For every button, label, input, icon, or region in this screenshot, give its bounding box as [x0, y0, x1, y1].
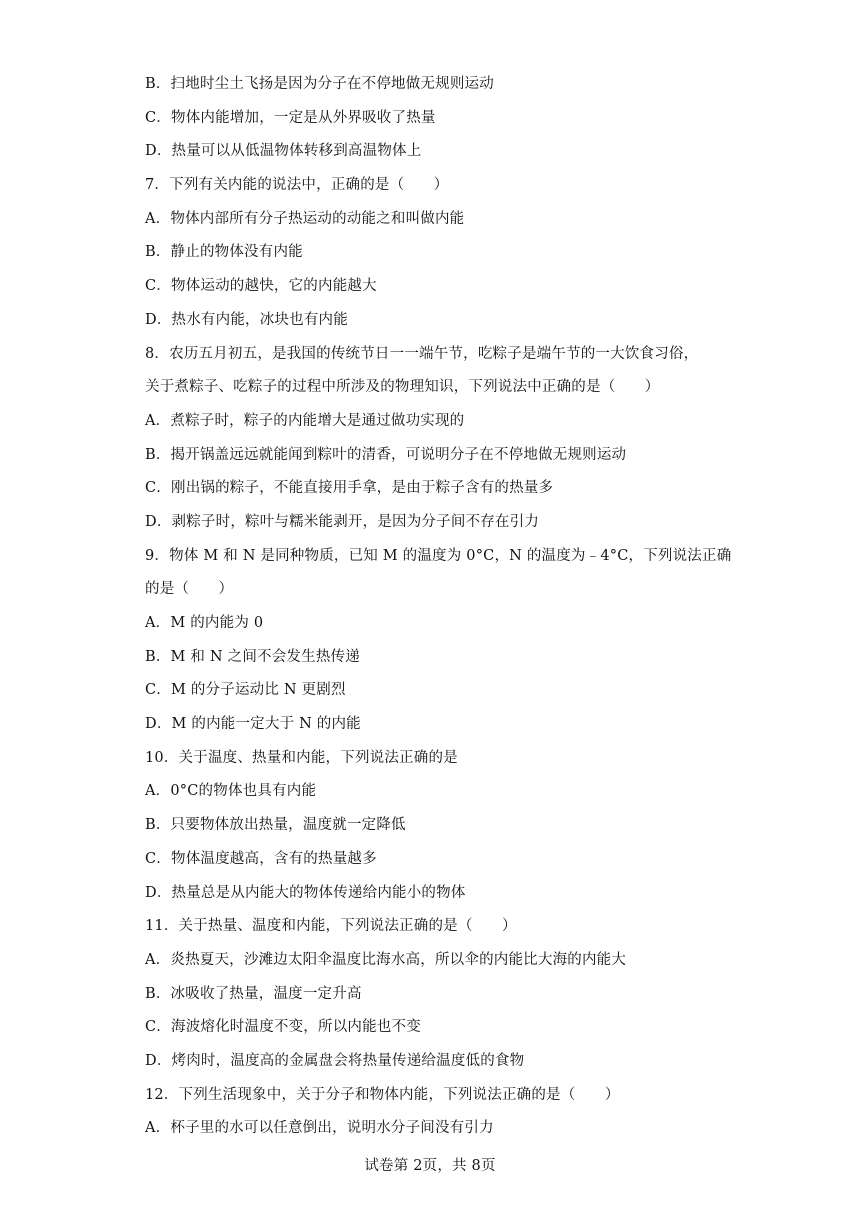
option-line: B．揭开锅盖远远就能闻到粽叶的清香，可说明分子在不停地做无规则运动	[145, 446, 627, 463]
question-stem: 12．下列生活现象中，关于分子和物体内能，下列说法正确的是（ ）	[145, 1086, 620, 1103]
question-stem: 7．下列有关内能的说法中，正确的是（ ）	[145, 177, 449, 194]
question-stem-continued: 的是（ ）	[145, 581, 234, 598]
option-line: B．冰吸收了热量，温度一定升高	[145, 985, 362, 1002]
option-line: B．扫地时尘土飞扬是因为分子在不停地做无规则运动	[145, 76, 494, 92]
option-line: B．M 和 N 之间不会发生热传递	[145, 648, 360, 665]
option-line: A．0°C的物体也具有内能	[145, 783, 317, 800]
option-line: D．剥粽子时，粽叶与糯米能剥开，是因为分子间不存在引力	[145, 513, 540, 530]
option-line: D．烤肉时，温度高的金属盘会将热量传递给温度低的食物	[145, 1052, 525, 1069]
option-line: C．海波熔化时温度不变，所以内能也不变	[145, 1019, 421, 1036]
option-line: D．热水有内能，冰块也有内能	[145, 311, 348, 328]
option-line: A．M 的内能为 0	[145, 615, 264, 631]
question-stem: 9．物体 M 和 N 是同种物质，已知 M 的温度为 0°C，N 的温度为﹣4°C，下列说法正确	[145, 547, 732, 564]
option-line: B．只要物体放出热量，温度就一定降低	[145, 817, 406, 834]
option-line: A．煮粽子时，粽子的内能增大是通过做功实现的	[145, 412, 465, 429]
option-line: C．M 的分子运动比 N 更剧烈	[145, 682, 346, 699]
option-line: C．物体内能增加，一定是从外界吸收了热量	[145, 109, 436, 126]
option-line: A．炎热夏天，沙滩边太阳伞温度比海水高，所以伞的内能比大海的内能大	[145, 951, 627, 968]
option-line: C．物体温度越高，含有的热量越多	[145, 850, 377, 867]
option-line: C．刚出锅的粽子，不能直接用手拿，是由于粽子含有的热量多	[145, 480, 554, 497]
question-stem: 8．农历五月初五，是我国的传统节日一一端午节，吃粽子是端午节的一大饮食习俗，	[145, 345, 699, 362]
option-line: D．M 的内能一定大于 N 的内能	[145, 716, 361, 733]
question-stem-continued: 关于煮粽子、吃粽子的过程中所涉及的物理知识，下列说法中正确的是（ ）	[145, 379, 660, 396]
option-line: C．物体运动的越快，它的内能越大	[145, 278, 377, 295]
question-text-block	[145, 68, 745, 1146]
page-footer: 试卷第 2页，共 8页	[364, 1158, 496, 1174]
question-stem: 11．关于热量、温度和内能，下列说法正确的是（ ）	[145, 918, 517, 935]
option-line: B．静止的物体没有内能	[145, 244, 303, 261]
option-line: A．杯子里的水可以任意倒出，说明水分子间没有引力	[145, 1120, 494, 1137]
option-line: D．热量可以从低温物体转移到高温物体上	[145, 143, 422, 160]
option-line: A．物体内部所有分子热运动的动能之和叫做内能	[145, 210, 465, 227]
question-stem: 10．关于温度、热量和内能，下列说法正确的是	[145, 749, 458, 766]
option-line: D．热量总是从内能大的物体传递给内能小的物体	[145, 884, 466, 901]
